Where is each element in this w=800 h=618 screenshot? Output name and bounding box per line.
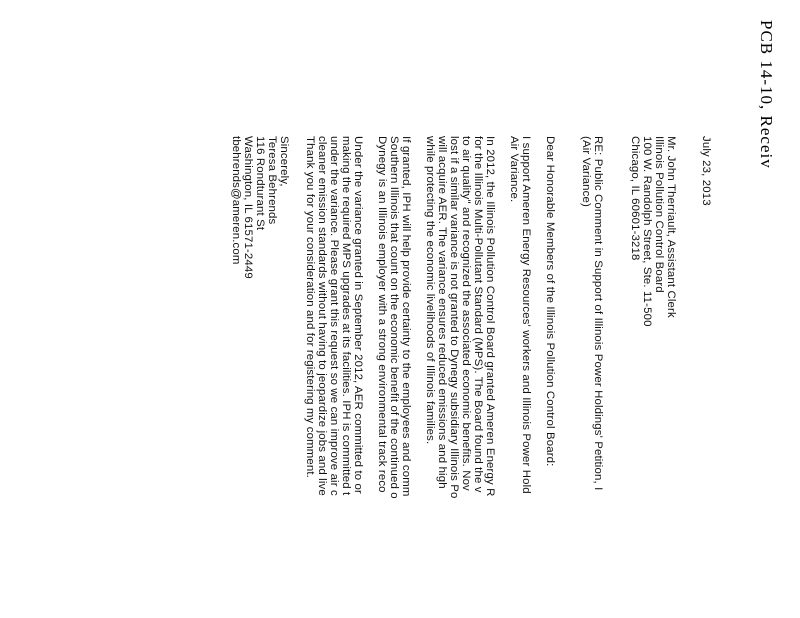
body-paragraph — [423, 136, 496, 498]
signature-line: Teresa Behrends — [265, 136, 278, 225]
body-paragraph — [508, 136, 532, 494]
paragraph-line: for the Illinois Multi-Pollutant Standard (MPS). The Board found the v — [471, 136, 484, 493]
paragraph-line: cleaner emission standards without having to jeopardize jobs and live — [315, 136, 328, 496]
signature-line: Washington, IL 61571-2449 — [241, 136, 254, 279]
subject-text: RE: Public Comment in Support of Illinois Power Holdings' Petition, I — [592, 136, 604, 491]
docket-header: PCB 14-10, Receiv — [757, 20, 776, 169]
subject-text: (Air Variance) — [579, 136, 592, 207]
addressee-line: Chicago, IL 60601-3218 — [628, 136, 641, 261]
addressee-line: Mr. John Therriault, Assistant Clerk — [665, 136, 677, 318]
addressee-line: Illinois Pollution Control Board — [652, 136, 665, 293]
closing-paragraph — [304, 136, 316, 478]
subject-line — [580, 136, 604, 490]
paragraph-line: I support Ameren Energy Resources' workers and Illinois Power Hold — [520, 136, 532, 494]
salutation — [544, 136, 556, 466]
paragraph-line: making the required MPS upgrades at its facilities. IPH is committed t — [339, 136, 352, 496]
paragraph-line: while protecting the economic livelihoods of Illinois families. — [423, 136, 436, 445]
paragraph-line: Southern Illinois that count on the economic benefit of the continued o — [387, 136, 400, 499]
paragraph-line: under the variance. Please grant this request so we can improve air c — [327, 136, 340, 496]
paragraph-line: In 2012, the Illinois Pollution Control Board granted Ameren Energy R — [484, 136, 496, 497]
signature-line: tbehrends@ameren.com — [229, 136, 242, 265]
date-line: July 23, 2013 — [700, 136, 712, 206]
paragraph-line: will acquire AER. The variance ensures reduced emissions and high — [435, 136, 448, 489]
closing-text: Thank you for your consideration and for registering my comment. — [304, 136, 316, 478]
body-paragraph — [316, 136, 364, 496]
body-paragraph — [376, 136, 412, 499]
addressee-line: 100 W. Randolph Street, Ste. 11-500 — [640, 136, 653, 327]
paragraph-line: Dynegy is an Illinois employer with a strong environmental track reco — [375, 136, 388, 493]
letter-date — [700, 136, 712, 206]
paragraph-line: to air quality" and recognized the associated economic benefits. Nov — [459, 136, 472, 491]
paragraph-line: lost if a similar variance is not granted to Dynegy subsidiary Illinois Po — [447, 136, 460, 499]
paragraph-line: Under the variance granted in September 2012, AER committed to or — [352, 136, 364, 494]
signature-line: Sincerely, — [278, 136, 290, 187]
salutation-text: Dear Honorable Members of the Illinois Pollution Control Board: — [544, 136, 556, 467]
paragraph-line: Air Variance. — [507, 136, 520, 203]
paragraph-line: If granted, IPH will help provide certainty to the employees and comm — [400, 136, 412, 497]
addressee-block — [629, 136, 677, 327]
signature-block — [230, 136, 290, 279]
signature-line: 116 Rondturant St — [253, 136, 266, 231]
